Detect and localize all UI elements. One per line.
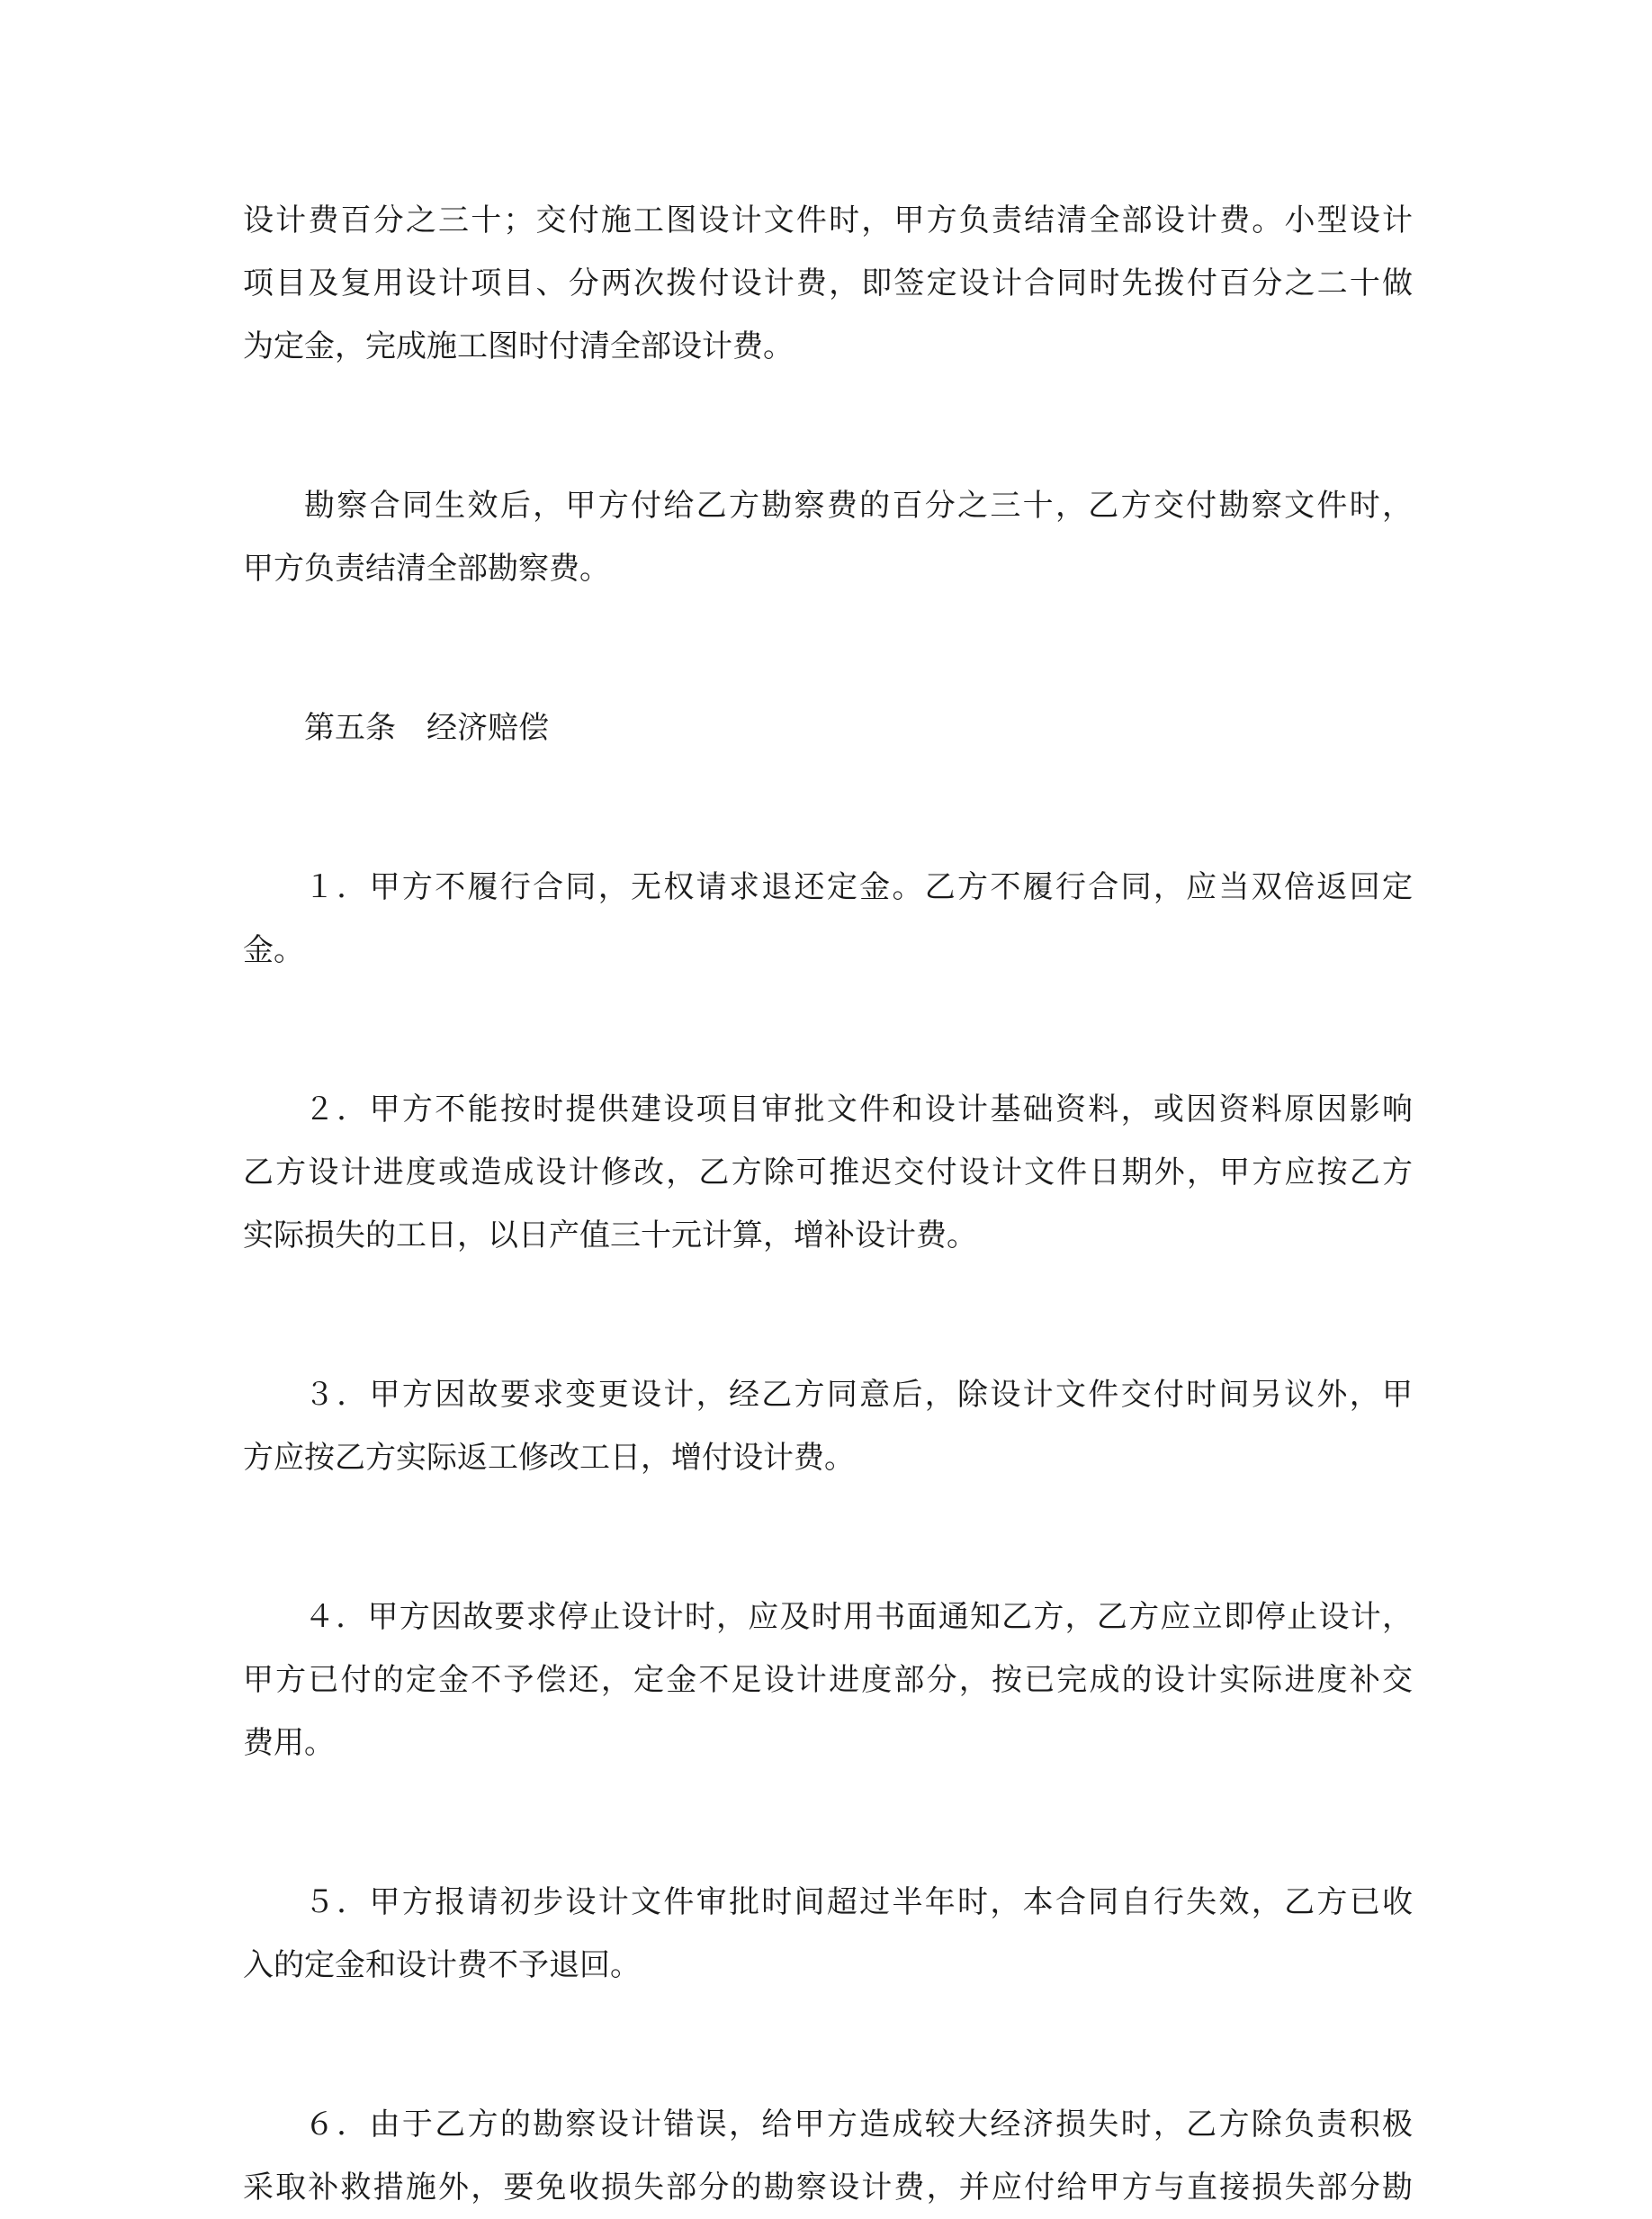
text-line: 甲方负责结清全部勘察费。 [243, 551, 610, 587]
document-body [243, 189, 1413, 2219]
text-line: 入的定金和设计费不予退回。 [243, 1947, 641, 1983]
clause-item-4 [243, 1586, 1413, 1774]
text-line: ４．甲方因故要求停止设计时，应及时用书面通知乙方，乙方应立即停止设计， [304, 1599, 1413, 1635]
paragraph-spacer [243, 600, 1413, 696]
text-line: 采取补救措施外，要免收损失部分的勘察设计费，并应付给甲方与直接损失部分勘 [243, 2170, 1413, 2206]
text-line: ５．甲方报请初步设计文件审批时间超过半年时，本合同自行失效，乙方已收 [304, 1884, 1413, 1920]
text-line: 为定金，完成施工图时付清全部设计费。 [243, 328, 794, 364]
clause-item-1 [243, 856, 1413, 982]
paragraph-spacer [243, 1489, 1413, 1586]
text-line: １．甲方不履行合同，无权请求退还定金。乙方不履行合同，应当双倍返回定 [304, 869, 1413, 905]
text-line: 设计费百分之三十；交付施工图设计文件时，甲方负责结清全部设计费。小型设计 [243, 202, 1413, 238]
text-line: 方应按乙方实际返工修改工日，增付设计费。 [243, 1440, 855, 1476]
section-heading-article-5 [243, 696, 1413, 759]
paragraph-spacer [243, 1774, 1413, 1871]
paragraph-spacer [243, 1267, 1413, 1363]
text-line: 实际损失的工日，以日产值三十元计算，增补设计费。 [243, 1217, 977, 1253]
section-heading-text: 第五条 经济赔偿 [304, 710, 549, 746]
clause-item-3 [243, 1363, 1413, 1489]
text-line: 金。 [243, 932, 304, 968]
text-line: ３．甲方因故要求变更设计，经乙方同意后，除设计文件交付时间另议外，甲 [304, 1377, 1413, 1413]
paragraph-spacer [243, 378, 1413, 474]
text-line: 费用。 [243, 1725, 335, 1761]
text-line: 甲方已付的定金不予偿还，定金不足设计进度部分，按已完成的设计实际进度补交 [243, 1662, 1413, 1698]
text-line: 项目及复用设计项目、分两次拨付设计费，即签定设计合同时先拨付百分之二十做 [243, 265, 1413, 301]
paragraph-spacer [243, 1997, 1413, 2093]
text-line: ２．甲方不能按时提供建设项目审批文件和设计基础资料，或因资料原因影响 [304, 1092, 1413, 1127]
clause-item-6 [243, 2093, 1413, 2219]
text-line: 乙方设计进度或造成设计修改，乙方除可推迟交付设计文件日期外，甲方应按乙方 [243, 1154, 1413, 1190]
clause-item-2 [243, 1078, 1413, 1267]
paragraph-survey-fee [243, 474, 1413, 600]
text-line: 勘察合同生效后，甲方付给乙方勘察费的百分之三十，乙方交付勘察文件时， [304, 488, 1413, 524]
paragraph-spacer [243, 759, 1413, 856]
clause-item-5 [243, 1871, 1413, 1997]
paragraph-design-fee [243, 189, 1413, 378]
text-line: ６．由于乙方的勘察设计错误，给甲方造成较大经济损失时，乙方除负责积极 [304, 2107, 1413, 2143]
paragraph-spacer [243, 982, 1413, 1078]
